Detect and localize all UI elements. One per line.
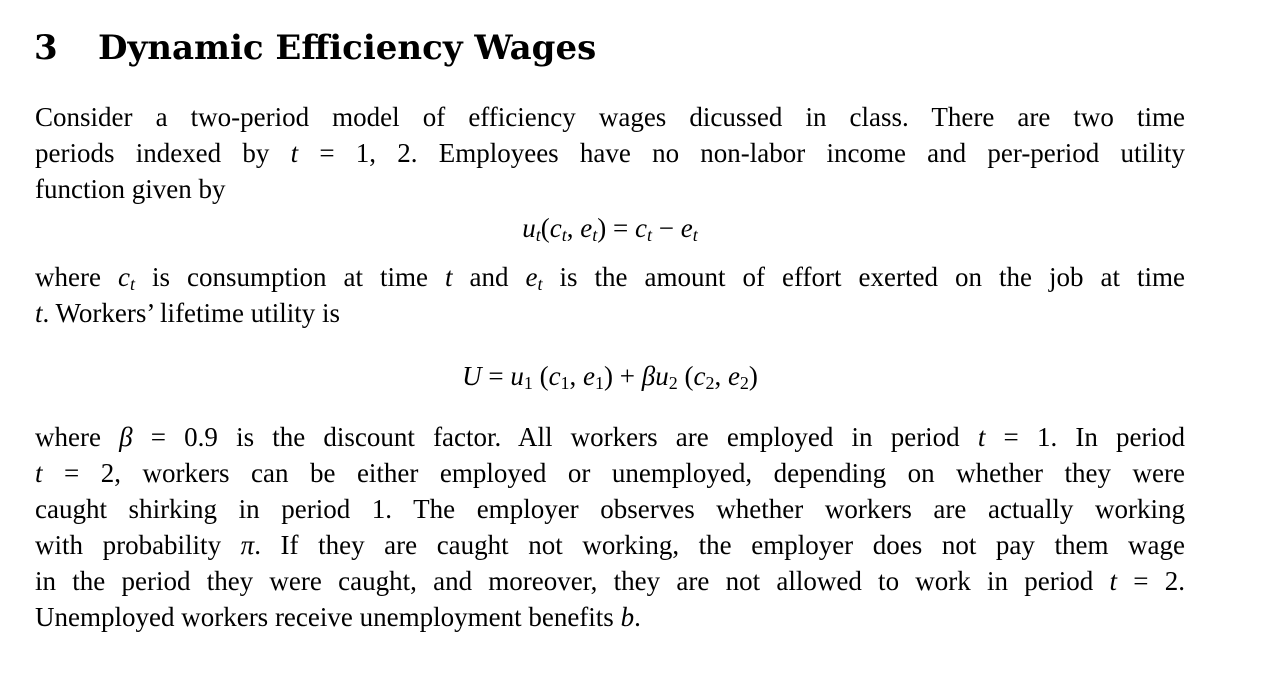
paragraph-line: where β = 0.9 is the discount factor. All workers are employed in period t = 1. In period [35, 422, 1185, 452]
paragraph-intro [35, 99, 1185, 207]
paragraph-line: t = 2, workers can be either employed or unemployed, depending on whether they were [35, 458, 1185, 488]
section-heading [34, 26, 596, 70]
paragraph-line: Consider a two-period model of efficiency wages dicussed in class. There are two time [35, 102, 1185, 132]
paragraph-line: in the period they were caught, and moreover, they are not allowed to work in period t = 2. [35, 566, 1185, 596]
section-title: Dynamic Efficiency Wages [98, 28, 597, 68]
paragraph-line: where $c_t$ is consumption at time t and $e_t$ is the amount of effort exerted on the job at time [35, 262, 1185, 294]
paragraph-line: Unemployed workers receive unemployment benefits b. [35, 602, 641, 632]
paragraph-definitions [35, 259, 1185, 331]
equation-lifetime-utility: $U = u_1$ ($c_1$, $e_1) + \beta u_2$ ($c_2$, $e_2$) [462, 361, 758, 393]
section-number: 3 [34, 28, 58, 68]
paragraph-line: t. Workers’ lifetime utility is [35, 298, 341, 328]
paragraph-line: periods indexed by t = 1, 2. Employees have no non-labor income and per-period utility [35, 138, 1186, 168]
paragraph-line: function given by [35, 174, 226, 204]
equation-utility: $u_t(c_t$, $e_t) = c_t - e_t$ [522, 213, 698, 245]
paragraph-line: with probability π. If they are caught not working, the employer does not pay them wage [35, 530, 1186, 560]
paragraph-model [35, 419, 1185, 635]
paragraph-line: caught shirking in period 1. The employer observes whether workers are actually working [35, 494, 1185, 524]
